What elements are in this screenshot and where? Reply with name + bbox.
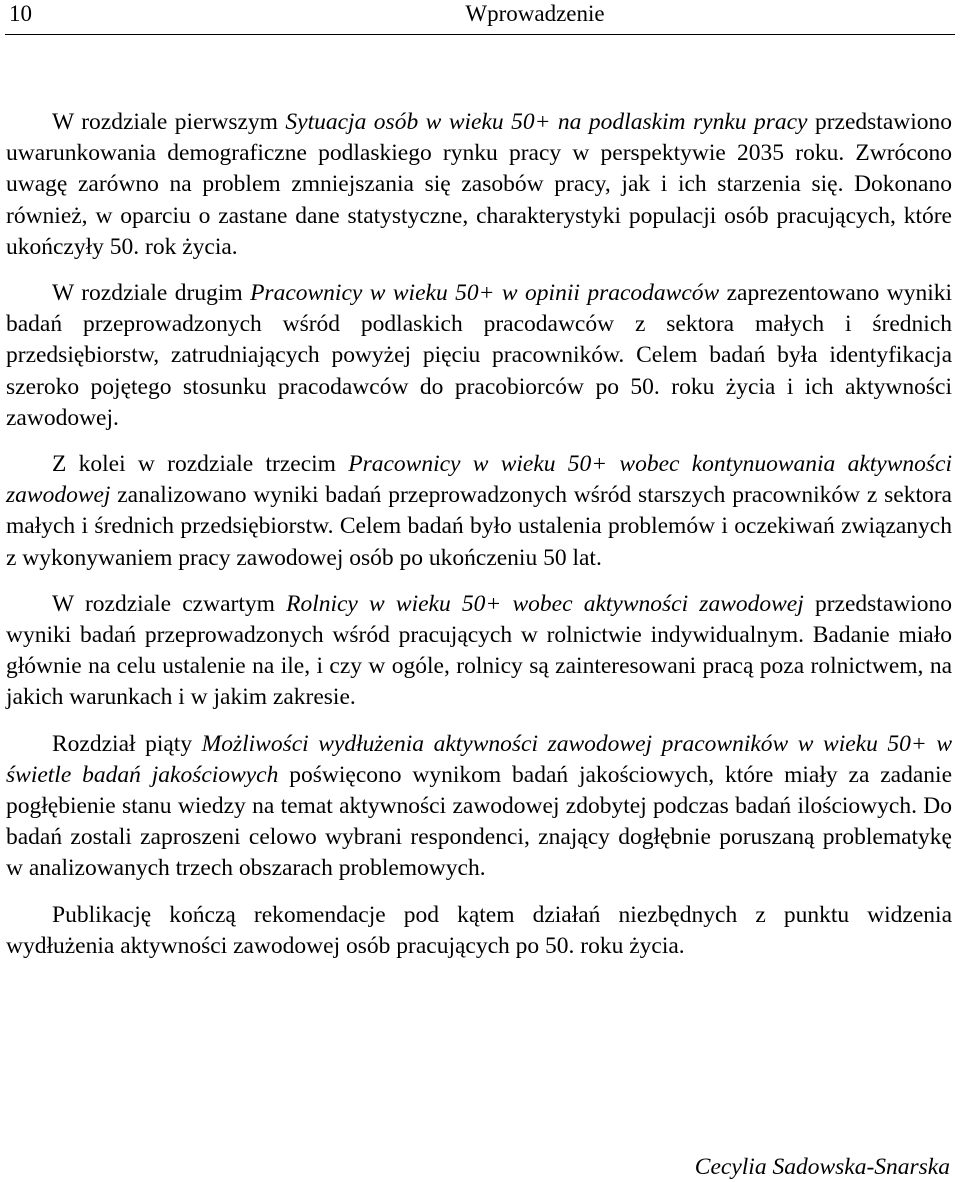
paragraph-chapter-3 (6, 449, 952, 574)
paragraph-text: zaprezentowano wyniki badań przeprowadzonych wśród podlaskich pracodawców z sektora małych i średnich przedsiębiorstw, zatrudniających powyżej pięciu pracowników. Celem badań była identyfikacja szeroko pojętego stosunku pracodawców do pracobiorców po 50. roku życia i ich aktywności zawodowej. (6, 280, 953, 431)
paragraph-text: W rozdziale czwartym (52, 590, 287, 617)
body-text (6, 107, 952, 977)
paragraph-text: poświęcono wynikom badań jakościowych, które miały za zadanie pogłębienie stanu wiedzy na temat aktywności zawodowej zdobytej podczas badań ilościowych. Do badań zostali zaproszeni celowo wybrani respondenci, znający dogłębnie poruszaną problematykę w analizowanych trzech obszarach problemowych. (6, 761, 953, 882)
paragraph-text: Publikację kończą rekomendacje pod kątem działań niezbędnych z punktu widzenia wydłużenia aktywności zawodowej osób pracujących po 50. roku życia. (6, 901, 952, 959)
chapter-title: Sytuacja osób w wieku 50+ na podlaskim rynku pracy (285, 109, 808, 135)
paragraph-text: W rozdziale pierwszym (52, 109, 286, 135)
author-signature: Cecylia Sadowska-Snarska (694, 1154, 950, 1180)
paragraph-recommendations (6, 900, 952, 962)
paragraph-text: przedstawiono wyniki badań przeprowadzonych wśród pracujących w rolnictwie indywidualnym. Badanie miało głównie na celu ustalenie na ile, i czy w ogóle, rolnicy są zainteresowani pracą poza rolnictwem, na jakich warunkach i w jakim zakresie. (6, 590, 952, 711)
paragraph-text: Rozdział piąty (52, 730, 202, 757)
paragraph-chapter-2 (6, 278, 952, 434)
paragraph-text: zanalizowano wyniki badań przeprowadzonych wśród starszych pracowników z sektora małych i średnich przedsiębiorstw. Celem badań było ustalenia problemów i oczekiwań związanych z wykonywaniem pracy zawodowej osób po ukończeniu 50 lat. (6, 482, 952, 571)
paragraph-chapter-1 (6, 107, 952, 263)
paragraph-text: Z kolei w rozdziale trzecim (52, 451, 349, 478)
paragraph-text: W rozdziale drugim (52, 280, 251, 307)
paragraph-chapter-4 (6, 589, 952, 714)
chapter-title: Pracownicy w wieku 50+ wobec kontynuowania aktywności zawodowej (6, 451, 953, 509)
chapter-title: Pracownicy w wieku 50+ w opinii pracodawców (250, 280, 720, 307)
running-header (5, 0, 955, 35)
chapter-title: Możliwości wydłużenia aktywności zawodowej pracowników w wieku 50+ w świetle badań jakościowych (6, 730, 953, 788)
chapter-title: Rolnicy w wieku 50+ wobec aktywności zawodowej (286, 590, 804, 617)
running-header-title: Wprowadzenie (465, 1, 605, 26)
page-number: 10 (9, 1, 32, 26)
paragraph-chapter-5 (6, 729, 952, 885)
paragraph-text: przedstawiono uwarunkowania demograficzne podlaskiego rynku pracy w perspektywie 2035 roku. Zwrócono uwagę zarówno na problem zmniejszania się zasobów pracy, jak i ich starzenia się. Dokonano również, w oparciu o zastane dane statystyczne, charakterystyki populacji osób pracujących, które ukończyły 50. rok życia. (6, 109, 952, 260)
